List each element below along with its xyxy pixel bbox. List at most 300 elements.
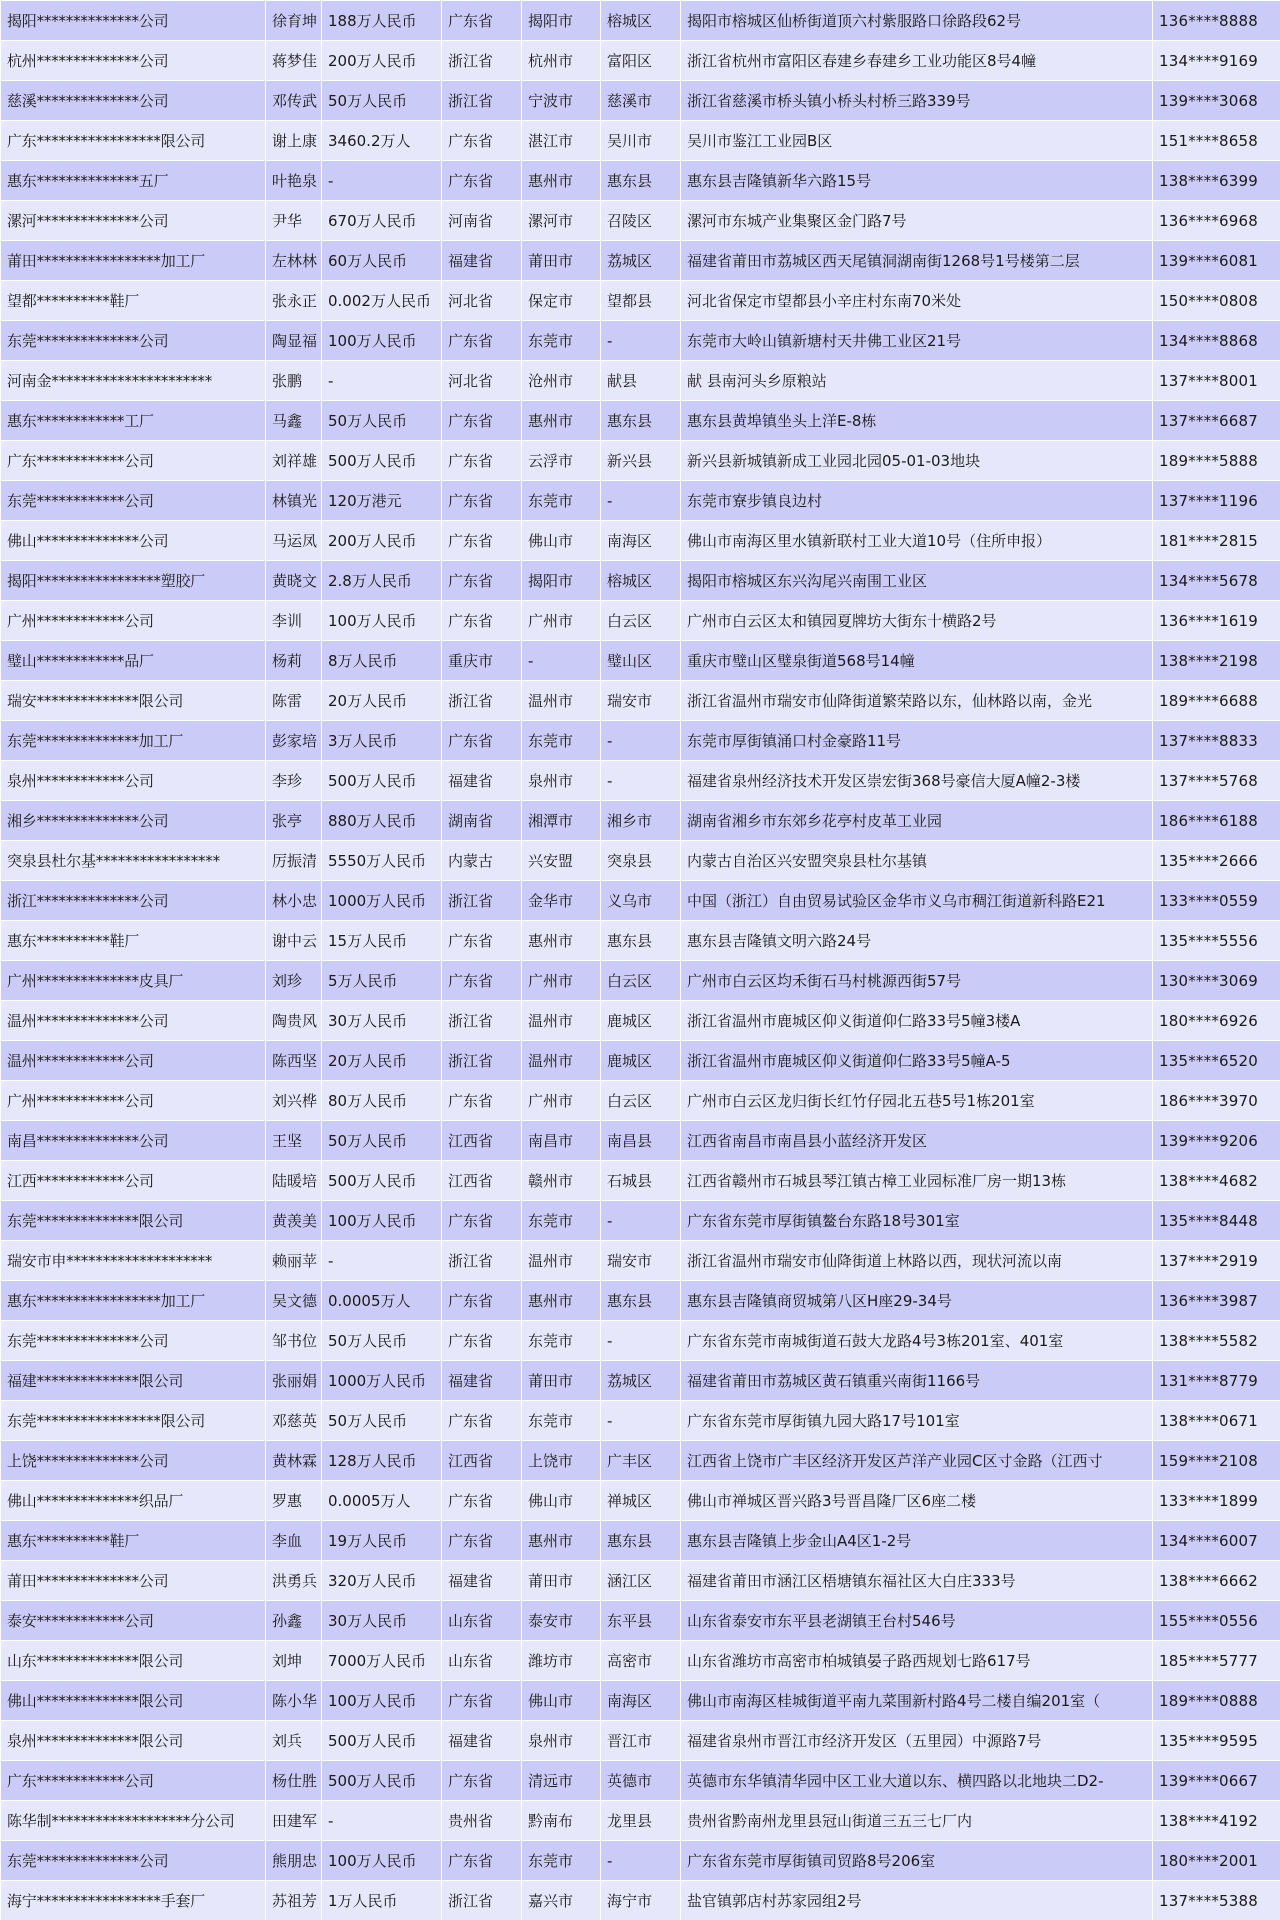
cell-phone: 138****4682 xyxy=(1153,1161,1280,1201)
cell-city: 漯河市 xyxy=(522,201,601,241)
cell-legal-person: 蒋梦佳 xyxy=(266,41,322,81)
cell-province: 广东省 xyxy=(442,601,522,641)
cell-address: 浙江省慈溪市桥头镇小桥头村桥三路339号 xyxy=(681,81,1153,121)
cell-capital: 50万人民币 xyxy=(322,81,442,121)
cell-province: 湖南省 xyxy=(442,801,522,841)
cell-capital: 5550万人民币 xyxy=(322,841,442,881)
cell-company: 瑞安市申******************** xyxy=(1,1241,266,1281)
table-row xyxy=(1,601,1280,641)
cell-district: 瑞安市 xyxy=(601,681,681,721)
cell-legal-person: 刘兵 xyxy=(266,1721,322,1761)
cell-address: 江西省上饶市广丰区经济开发区芦洋产业园C区寸金路（江西寸 xyxy=(681,1441,1153,1481)
cell-phone: 150****0808 xyxy=(1153,281,1280,321)
cell-district: 荔城区 xyxy=(601,241,681,281)
cell-address: 惠东县黄埠镇坐头上洋E-8栋 xyxy=(681,401,1153,441)
cell-province: 福建省 xyxy=(442,1721,522,1761)
cell-district: - xyxy=(601,1201,681,1241)
cell-address: 献 县南河头乡原粮站 xyxy=(681,361,1153,401)
cell-legal-person: 刘坤 xyxy=(266,1641,322,1681)
cell-district: - xyxy=(601,721,681,761)
cell-capital: 128万人民币 xyxy=(322,1441,442,1481)
cell-district: 白云区 xyxy=(601,1081,681,1121)
cell-address: 英德市东华镇清华园中区工业大道以东、横四路以北地块二D2- xyxy=(681,1761,1153,1801)
cell-district: 南昌县 xyxy=(601,1121,681,1161)
cell-address: 贵州省黔南州龙里县冠山街道三五三七厂内 xyxy=(681,1801,1153,1841)
cell-phone: 137****6687 xyxy=(1153,401,1280,441)
cell-city: 兴安盟 xyxy=(522,841,601,881)
cell-company: 璧山************品厂 xyxy=(1,641,266,681)
cell-city: 宁波市 xyxy=(522,81,601,121)
cell-capital: - xyxy=(322,1801,442,1841)
cell-city: 佛山市 xyxy=(522,1681,601,1721)
cell-address: 东莞市厚街镇涌口村金豪路11号 xyxy=(681,721,1153,761)
cell-capital: 200万人民币 xyxy=(322,521,442,561)
table-row xyxy=(1,361,1280,401)
cell-district: 瑞安市 xyxy=(601,1241,681,1281)
cell-district: - xyxy=(601,321,681,361)
cell-legal-person: 陈小华 xyxy=(266,1681,322,1721)
cell-province: 广东省 xyxy=(442,561,522,601)
cell-address: 漯河市东城产业集聚区金门路7号 xyxy=(681,201,1153,241)
cell-capital: 100万人民币 xyxy=(322,601,442,641)
cell-phone: 189****5888 xyxy=(1153,441,1280,481)
table-row xyxy=(1,1521,1280,1561)
cell-district: - xyxy=(601,481,681,521)
table-row xyxy=(1,241,1280,281)
cell-company: 惠东**********鞋厂 xyxy=(1,921,266,961)
cell-address: 江西省南昌市南昌县小蓝经济开发区 xyxy=(681,1121,1153,1161)
cell-province: 广东省 xyxy=(442,721,522,761)
cell-legal-person: 陆暖培 xyxy=(266,1161,322,1201)
cell-city: 惠州市 xyxy=(522,1521,601,1561)
cell-phone: 134****8868 xyxy=(1153,321,1280,361)
table-row xyxy=(1,481,1280,521)
cell-company: 惠东************工厂 xyxy=(1,401,266,441)
cell-phone: 137****8001 xyxy=(1153,361,1280,401)
cell-company: 佛山**************织品厂 xyxy=(1,1481,266,1521)
cell-capital: 2.8万人民币 xyxy=(322,561,442,601)
cell-province: 广东省 xyxy=(442,1081,522,1121)
cell-address: 惠东县吉隆镇新华六路15号 xyxy=(681,161,1153,201)
cell-district: - xyxy=(601,1401,681,1441)
cell-company: 山东**************限公司 xyxy=(1,1641,266,1681)
table-row xyxy=(1,161,1280,201)
cell-phone: 138****6399 xyxy=(1153,161,1280,201)
cell-phone: 189****6688 xyxy=(1153,681,1280,721)
cell-phone: 189****0888 xyxy=(1153,1681,1280,1721)
cell-phone: 139****0667 xyxy=(1153,1761,1280,1801)
cell-city: 莆田市 xyxy=(522,1361,601,1401)
cell-capital: 188万人民币 xyxy=(322,1,442,41)
cell-legal-person: 厉振清 xyxy=(266,841,322,881)
cell-company: 海宁*****************手套厂 xyxy=(1,1881,266,1920)
cell-district: 涵江区 xyxy=(601,1561,681,1601)
table-row xyxy=(1,1041,1280,1081)
cell-company: 惠东**********鞋厂 xyxy=(1,1521,266,1561)
cell-address: 山东省泰安市东平县老湖镇王台村546号 xyxy=(681,1601,1153,1641)
cell-address: 福建省泉州市晋江市经济开发区（五里园）中源路7号 xyxy=(681,1721,1153,1761)
table-row xyxy=(1,1841,1280,1881)
cell-company: 突泉县杜尔基***************** xyxy=(1,841,266,881)
cell-city: 佛山市 xyxy=(522,1481,601,1521)
cell-legal-person: 陈雷 xyxy=(266,681,322,721)
cell-province: 广东省 xyxy=(442,1681,522,1721)
cell-province: 山东省 xyxy=(442,1641,522,1681)
cell-address: 广东省东莞市厚街镇九园大路17号101室 xyxy=(681,1401,1153,1441)
cell-capital: 50万人民币 xyxy=(322,1401,442,1441)
cell-capital: - xyxy=(322,361,442,401)
cell-province: 浙江省 xyxy=(442,1041,522,1081)
cell-city: - xyxy=(522,641,601,681)
cell-province: 广东省 xyxy=(442,121,522,161)
cell-address: 新兴县新城镇新成工业园北园05-01-03地块 xyxy=(681,441,1153,481)
cell-phone: 135****6520 xyxy=(1153,1041,1280,1081)
cell-legal-person: 陶贵风 xyxy=(266,1001,322,1041)
cell-capital: 15万人民币 xyxy=(322,921,442,961)
cell-district: 海宁市 xyxy=(601,1881,681,1920)
cell-legal-person: 杨莉 xyxy=(266,641,322,681)
cell-district: 惠东县 xyxy=(601,161,681,201)
cell-company: 东莞**************公司 xyxy=(1,1841,266,1881)
cell-legal-person: 张丽娟 xyxy=(266,1361,322,1401)
cell-company: 佛山**************公司 xyxy=(1,521,266,561)
cell-province: 河南省 xyxy=(442,201,522,241)
cell-province: 浙江省 xyxy=(442,1001,522,1041)
cell-address: 广东省东莞市厚街镇鳌台东路18号301室 xyxy=(681,1201,1153,1241)
table-row xyxy=(1,1081,1280,1121)
cell-phone: 138****5582 xyxy=(1153,1321,1280,1361)
cell-province: 广东省 xyxy=(442,1401,522,1441)
cell-province: 重庆市 xyxy=(442,641,522,681)
cell-capital: 670万人民币 xyxy=(322,201,442,241)
cell-phone: 133****1899 xyxy=(1153,1481,1280,1521)
cell-city: 东莞市 xyxy=(522,1401,601,1441)
table-row xyxy=(1,1481,1280,1521)
cell-capital: 100万人民币 xyxy=(322,1201,442,1241)
table-row xyxy=(1,961,1280,1001)
cell-province: 广东省 xyxy=(442,1521,522,1561)
cell-company: 泉州************公司 xyxy=(1,761,266,801)
cell-district: 突泉县 xyxy=(601,841,681,881)
cell-capital: 500万人民币 xyxy=(322,1761,442,1801)
cell-capital: 100万人民币 xyxy=(322,1841,442,1881)
cell-address: 浙江省温州市瑞安市仙降街道上林路以西，现状河流以南 xyxy=(681,1241,1153,1281)
table-body xyxy=(1,1,1280,1920)
cell-address: 揭阳市榕城区东兴沟尾兴南围工业区 xyxy=(681,561,1153,601)
table-row xyxy=(1,1361,1280,1401)
cell-capital: 5万人民币 xyxy=(322,961,442,1001)
cell-province: 广东省 xyxy=(442,1,522,41)
cell-legal-person: 杨仕胜 xyxy=(266,1761,322,1801)
table-row xyxy=(1,1001,1280,1041)
cell-province: 广东省 xyxy=(442,1281,522,1321)
cell-address: 河北省保定市望都县小辛庄村东南70米处 xyxy=(681,281,1153,321)
cell-legal-person: 赖丽苹 xyxy=(266,1241,322,1281)
cell-capital: 3万人民币 xyxy=(322,721,442,761)
cell-district: 禅城区 xyxy=(601,1481,681,1521)
cell-capital: 50万人民币 xyxy=(322,1321,442,1361)
cell-district: 新兴县 xyxy=(601,441,681,481)
cell-phone: 137****1196 xyxy=(1153,481,1280,521)
cell-company: 东莞*****************限公司 xyxy=(1,1401,266,1441)
cell-legal-person: 徐育坤 xyxy=(266,1,322,41)
cell-province: 广东省 xyxy=(442,441,522,481)
cell-city: 保定市 xyxy=(522,281,601,321)
cell-address: 重庆市璧山区璧泉街道568号14幢 xyxy=(681,641,1153,681)
cell-city: 黔南布 xyxy=(522,1801,601,1841)
cell-company: 杭州**************公司 xyxy=(1,41,266,81)
cell-company: 陈华制*******************分公司 xyxy=(1,1801,266,1841)
table-row xyxy=(1,761,1280,801)
cell-district: 南海区 xyxy=(601,1681,681,1721)
cell-province: 江西省 xyxy=(442,1161,522,1201)
cell-district: 荔城区 xyxy=(601,1361,681,1401)
cell-district: 惠东县 xyxy=(601,401,681,441)
cell-city: 广州市 xyxy=(522,961,601,1001)
cell-city: 嘉兴市 xyxy=(522,1881,601,1920)
cell-legal-person: 林小忠 xyxy=(266,881,322,921)
cell-province: 河北省 xyxy=(442,281,522,321)
table-row xyxy=(1,521,1280,561)
cell-city: 杭州市 xyxy=(522,41,601,81)
cell-company: 东莞**************公司 xyxy=(1,321,266,361)
cell-province: 福建省 xyxy=(442,1361,522,1401)
cell-legal-person: 田建军 xyxy=(266,1801,322,1841)
cell-address: 福建省莆田市荔城区黄石镇重兴南街1166号 xyxy=(681,1361,1153,1401)
cell-legal-person: 孙鑫 xyxy=(266,1601,322,1641)
cell-company: 温州************公司 xyxy=(1,1041,266,1081)
cell-district: - xyxy=(601,1841,681,1881)
cell-legal-person: 李珍 xyxy=(266,761,322,801)
table-row xyxy=(1,1121,1280,1161)
cell-province: 广东省 xyxy=(442,521,522,561)
cell-district: 榕城区 xyxy=(601,561,681,601)
cell-address: 广州市白云区太和镇园夏牌坊大街东十横路2号 xyxy=(681,601,1153,641)
cell-address: 福建省莆田市涵江区梧塘镇东福社区大白庄333号 xyxy=(681,1561,1153,1601)
cell-city: 惠州市 xyxy=(522,401,601,441)
table-row xyxy=(1,921,1280,961)
table-row xyxy=(1,1401,1280,1441)
cell-company: 广东************公司 xyxy=(1,1761,266,1801)
table-row xyxy=(1,441,1280,481)
table-row xyxy=(1,1,1280,41)
cell-district: 英德市 xyxy=(601,1761,681,1801)
cell-district: 义乌市 xyxy=(601,881,681,921)
cell-legal-person: 李训 xyxy=(266,601,322,641)
cell-city: 东莞市 xyxy=(522,1841,601,1881)
table-row xyxy=(1,121,1280,161)
cell-legal-person: 张永正 xyxy=(266,281,322,321)
cell-company: 莆田*****************加工厂 xyxy=(1,241,266,281)
table-row xyxy=(1,1721,1280,1761)
cell-legal-person: 罗惠 xyxy=(266,1481,322,1521)
cell-province: 广东省 xyxy=(442,961,522,1001)
cell-address: 广东省东莞市厚街镇司贸路8号206室 xyxy=(681,1841,1153,1881)
cell-capital: 50万人民币 xyxy=(322,1121,442,1161)
cell-phone: 185****5777 xyxy=(1153,1641,1280,1681)
table-row xyxy=(1,321,1280,361)
cell-district: 广丰区 xyxy=(601,1441,681,1481)
cell-legal-person: 邹书位 xyxy=(266,1321,322,1361)
cell-address: 东莞市大岭山镇新塘村天井佛工业区21号 xyxy=(681,321,1153,361)
cell-capital: 0.0005万人 xyxy=(322,1281,442,1321)
cell-city: 金华市 xyxy=(522,881,601,921)
cell-legal-person: 马鑫 xyxy=(266,401,322,441)
cell-phone: 137****2919 xyxy=(1153,1241,1280,1281)
cell-district: 召陵区 xyxy=(601,201,681,241)
cell-address: 佛山市南海区桂城街道平南九菜围新村路4号二楼自编201室（ xyxy=(681,1681,1153,1721)
table-row xyxy=(1,201,1280,241)
cell-district: 望都县 xyxy=(601,281,681,321)
cell-city: 广州市 xyxy=(522,1081,601,1121)
cell-district: 湘乡市 xyxy=(601,801,681,841)
cell-district: 榕城区 xyxy=(601,1,681,41)
cell-city: 佛山市 xyxy=(522,521,601,561)
cell-province: 浙江省 xyxy=(442,881,522,921)
cell-address: 江西省赣州市石城县琴江镇古樟工业园标准厂房一期13栋 xyxy=(681,1161,1153,1201)
cell-province: 广东省 xyxy=(442,401,522,441)
cell-address: 广东省东莞市南城街道石鼓大龙路4号3栋201室、401室 xyxy=(681,1321,1153,1361)
cell-capital: 1万人民币 xyxy=(322,1881,442,1920)
table-row xyxy=(1,801,1280,841)
cell-legal-person: 刘珍 xyxy=(266,961,322,1001)
cell-capital: 60万人民币 xyxy=(322,241,442,281)
cell-company: 上饶**************公司 xyxy=(1,1441,266,1481)
cell-capital: 50万人民币 xyxy=(322,401,442,441)
cell-company: 莆田**************公司 xyxy=(1,1561,266,1601)
cell-phone: 130****3069 xyxy=(1153,961,1280,1001)
cell-city: 南昌市 xyxy=(522,1121,601,1161)
cell-company: 东莞************公司 xyxy=(1,481,266,521)
cell-address: 佛山市南海区里水镇新联村工业大道10号（住所申报） xyxy=(681,521,1153,561)
cell-province: 贵州省 xyxy=(442,1801,522,1841)
cell-city: 泉州市 xyxy=(522,1721,601,1761)
cell-province: 浙江省 xyxy=(442,81,522,121)
table-row xyxy=(1,1561,1280,1601)
cell-capital: 20万人民币 xyxy=(322,1041,442,1081)
table-row xyxy=(1,1201,1280,1241)
table-row xyxy=(1,41,1280,81)
cell-phone: 151****8658 xyxy=(1153,121,1280,161)
table-row xyxy=(1,1881,1280,1920)
cell-city: 赣州市 xyxy=(522,1161,601,1201)
cell-phone: 138****4192 xyxy=(1153,1801,1280,1841)
cell-legal-person: 吴文德 xyxy=(266,1281,322,1321)
cell-legal-person: 林镇光 xyxy=(266,481,322,521)
cell-city: 上饶市 xyxy=(522,1441,601,1481)
cell-phone: 180****2001 xyxy=(1153,1841,1280,1881)
cell-phone: 155****0556 xyxy=(1153,1601,1280,1641)
cell-legal-person: 邓慈英 xyxy=(266,1401,322,1441)
cell-city: 潍坊市 xyxy=(522,1641,601,1681)
cell-company: 泰安************公司 xyxy=(1,1601,266,1641)
cell-company: 东莞**************加工厂 xyxy=(1,721,266,761)
cell-legal-person: 邓传武 xyxy=(266,81,322,121)
cell-city: 清远市 xyxy=(522,1761,601,1801)
cell-district: - xyxy=(601,1321,681,1361)
cell-company: 望都**********鞋厂 xyxy=(1,281,266,321)
cell-province: 福建省 xyxy=(442,1561,522,1601)
cell-city: 温州市 xyxy=(522,1041,601,1081)
cell-phone: 180****6926 xyxy=(1153,1001,1280,1041)
cell-capital: 500万人民币 xyxy=(322,1161,442,1201)
cell-capital: 3460.2万人 xyxy=(322,121,442,161)
cell-capital: 7000万人民币 xyxy=(322,1641,442,1681)
cell-address: 惠东县吉隆镇上步金山A4区1-2号 xyxy=(681,1521,1153,1561)
cell-address: 揭阳市榕城区仙桥街道顶六村紫服路口徐路段62号 xyxy=(681,1,1153,41)
cell-province: 广东省 xyxy=(442,1321,522,1361)
table-row xyxy=(1,1161,1280,1201)
table-row xyxy=(1,841,1280,881)
cell-capital: - xyxy=(322,1241,442,1281)
cell-district: - xyxy=(601,761,681,801)
cell-address: 广州市白云区均禾街石马村桃源西街57号 xyxy=(681,961,1153,1001)
cell-phone: 138****0671 xyxy=(1153,1401,1280,1441)
table-row xyxy=(1,1441,1280,1481)
cell-company: 广州**************皮具厂 xyxy=(1,961,266,1001)
cell-capital: 80万人民币 xyxy=(322,1081,442,1121)
cell-province: 浙江省 xyxy=(442,1241,522,1281)
cell-district: 龙里县 xyxy=(601,1801,681,1841)
table-row xyxy=(1,1641,1280,1681)
cell-legal-person: 黄羡美 xyxy=(266,1201,322,1241)
cell-company: 河南金********************** xyxy=(1,361,266,401)
cell-address: 福建省泉州经济技术开发区崇宏街368号豪信大厦A幢2-3楼 xyxy=(681,761,1153,801)
cell-city: 东莞市 xyxy=(522,481,601,521)
cell-phone: 139****3068 xyxy=(1153,81,1280,121)
cell-city: 泰安市 xyxy=(522,1601,601,1641)
cell-city: 沧州市 xyxy=(522,361,601,401)
cell-district: 晋江市 xyxy=(601,1721,681,1761)
cell-phone: 186****3970 xyxy=(1153,1081,1280,1121)
cell-phone: 135****8448 xyxy=(1153,1201,1280,1241)
cell-phone: 137****5768 xyxy=(1153,761,1280,801)
cell-legal-person: 黄林霖 xyxy=(266,1441,322,1481)
cell-province: 福建省 xyxy=(442,761,522,801)
table-row xyxy=(1,81,1280,121)
table-row xyxy=(1,561,1280,601)
cell-legal-person: 左林林 xyxy=(266,241,322,281)
cell-address: 内蒙古自治区兴安盟突泉县杜尔基镇 xyxy=(681,841,1153,881)
cell-phone: 137****8833 xyxy=(1153,721,1280,761)
cell-district: 璧山区 xyxy=(601,641,681,681)
cell-capital: 1000万人民币 xyxy=(322,881,442,921)
cell-company: 福建**************限公司 xyxy=(1,1361,266,1401)
table-row xyxy=(1,401,1280,441)
cell-address: 湖南省湘乡市东郊乡花亭村皮革工业园 xyxy=(681,801,1153,841)
cell-legal-person: 马运凤 xyxy=(266,521,322,561)
cell-legal-person: 刘兴桦 xyxy=(266,1081,322,1121)
cell-district: 惠东县 xyxy=(601,921,681,961)
cell-district: 白云区 xyxy=(601,601,681,641)
cell-phone: 136****1619 xyxy=(1153,601,1280,641)
cell-capital: 500万人民币 xyxy=(322,761,442,801)
cell-phone: 135****2666 xyxy=(1153,841,1280,881)
cell-city: 云浮市 xyxy=(522,441,601,481)
cell-legal-person: 苏祖芳 xyxy=(266,1881,322,1920)
cell-phone: 136****8888 xyxy=(1153,1,1280,41)
cell-province: 江西省 xyxy=(442,1441,522,1481)
cell-province: 浙江省 xyxy=(442,1881,522,1920)
cell-province: 广东省 xyxy=(442,1481,522,1521)
table-row xyxy=(1,881,1280,921)
cell-capital: 320万人民币 xyxy=(322,1561,442,1601)
cell-phone: 133****0559 xyxy=(1153,881,1280,921)
cell-legal-person: 黄晓文 xyxy=(266,561,322,601)
cell-city: 广州市 xyxy=(522,601,601,641)
cell-city: 东莞市 xyxy=(522,1321,601,1361)
cell-city: 莆田市 xyxy=(522,1561,601,1601)
